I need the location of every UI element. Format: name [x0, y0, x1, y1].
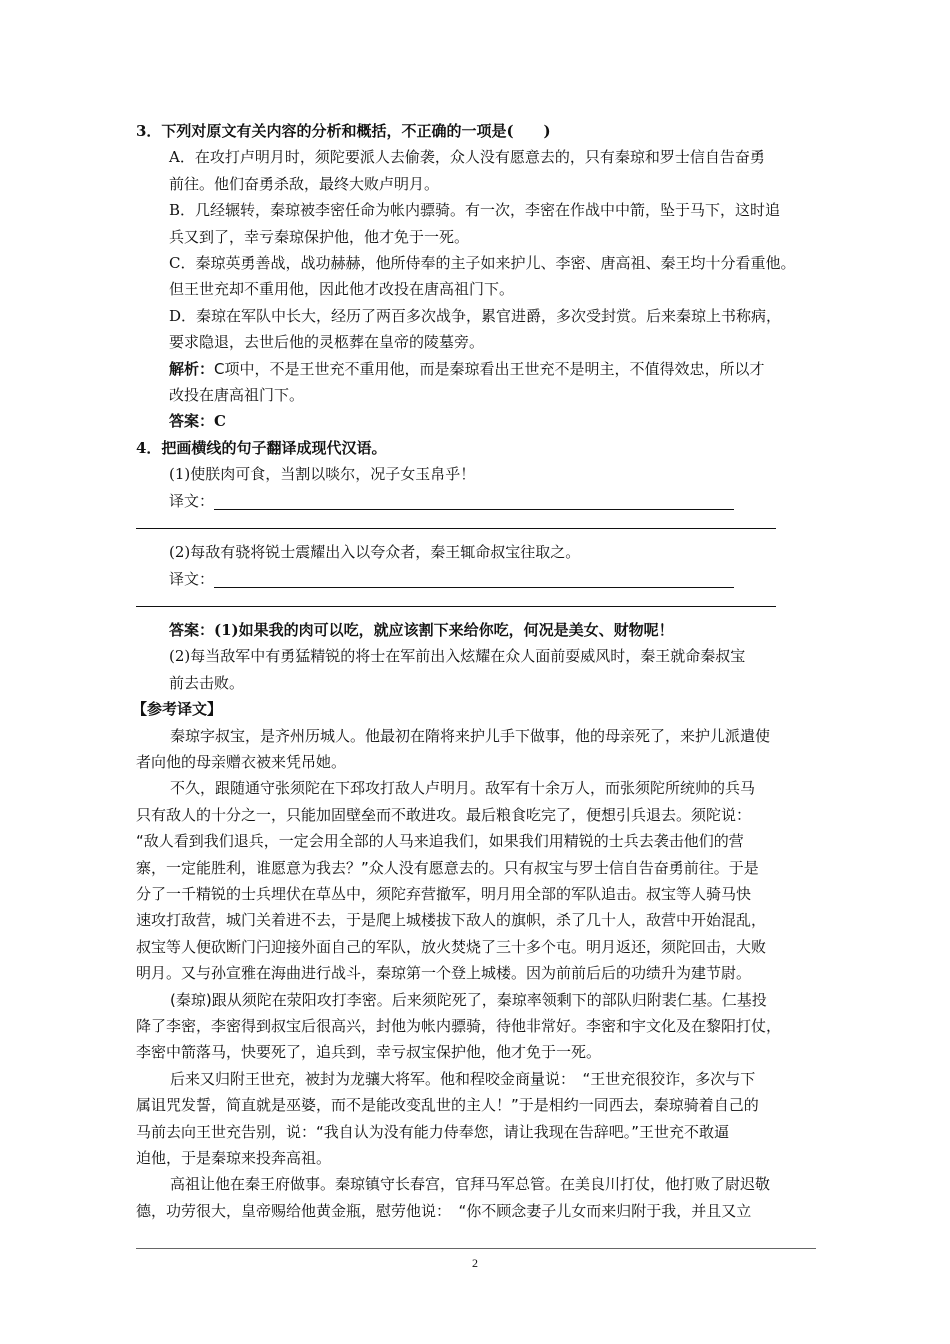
question-4-answer-2b: 前去击败。 [169, 673, 245, 692]
reference-body [136, 723, 816, 1225]
ref-p5-b: 德，功劳很大，皇帝赐给他黄金瓶，慰劳他说： “你不顾念妻子儿女而来归附于我，并且又立 [136, 1201, 752, 1220]
ref-p1-b: 者向他的母亲赠衣被来凭吊她。 [136, 752, 347, 771]
analysis-line2: 改投在唐高祖门下。 [169, 386, 305, 405]
analysis-text: C项中，不是王世充不重用他，而是秦琼看出王世充不是明主，不值得效忠，所以才 [214, 359, 765, 378]
option-a-line2: 前往。他们奋勇杀敌，最终大败卢明月。 [169, 174, 440, 193]
translation-row-1 [136, 488, 816, 514]
analysis-label: 解析： [169, 359, 215, 378]
sentence-1: (1)使朕肉可食，当割以啖尔，况子女玉帛乎！ [169, 465, 476, 484]
ref-p1-a: 秦琼字叔宝，是齐州历城人。他最初在隋将来护儿手下做事，他的母亲死了，来护儿派遣使 [170, 726, 771, 745]
reference-heading: 【参考译文】 [132, 700, 223, 719]
ref-p4-c: 马前去向王世充告别，说：“我自认为没有能力侍奉您，请让我现在告辞吧。”王世充不敢逼 [136, 1122, 730, 1141]
translation-blank-1b[interactable] [136, 514, 776, 529]
ref-p2-a: 不久，跟随通守张须陀在下邳攻打敌人卢明月。敌军有十余万人，而张须陀所统帅的兵马 [170, 779, 756, 798]
ref-p4-d: 迫他，于是秦琼来投奔高祖。 [136, 1149, 332, 1168]
ref-p5-a: 高祖让他在秦王府做事。秦琼镇守长春宫，官拜马军总管。在美良川打仗，他打败了尉迟敬 [170, 1175, 771, 1194]
page-number: 2 [472, 1256, 478, 1270]
translation-label-1: 译文： [169, 491, 215, 510]
sentence-2: (2)每敌有骁将锐士震耀出入以夸众者，秦王辄命叔宝往取之。 [169, 543, 581, 562]
ref-p4-b: 属诅咒发誓，简直就是巫婆，而不是能改变乱世的主人！”于是相约一同西去，秦琼骑着自己的 [136, 1096, 759, 1115]
question-3-stem: 3．下列对原文有关内容的分析和概括，不正确的一项是( ) [136, 122, 551, 140]
option-c-line1: C．秦琼英勇善战，战功赫赫，他所侍奉的主子如来护儿、李密、唐高祖、秦王均十分看重他。 [169, 254, 796, 273]
translation-blank-1[interactable] [214, 494, 734, 510]
question-4-answer-1: 答案：(1)如果我的肉可以吃，就应该割下来给你吃，何况是美女、财物呢！ [169, 620, 674, 639]
translation-row-2 [136, 566, 816, 592]
ref-p3-c: 李密中箭落马，快要死了，追兵到，幸亏叔宝保护他，他才免于一死。 [136, 1043, 602, 1062]
question-4-answer-2a: (2)每当敌军中有勇猛精锐的将士在军前出入炫耀在众人面前耍威风时，秦王就命秦叔宝 [169, 647, 746, 666]
analysis-line1 [136, 356, 816, 382]
translation-blank-2[interactable] [214, 572, 734, 588]
ref-p2-c: “敌人看到我们退兵，一定会用全部的人马来追我们，如果我们用精锐的士兵去袭击他们的营 [136, 832, 744, 851]
translation-label-2: 译文： [169, 569, 215, 588]
footer-divider [136, 1248, 816, 1249]
ref-p2-e: 分了一千精锐的士兵埋伏在草丛中，须陀弃营撤军，明月用全部的军队追击。叔宝等人骑马快 [136, 884, 752, 903]
option-a-line1: A．在攻打卢明月时，须陀要派人去偷袭，众人没有愿意去的，只有秦琼和罗士信自告奋勇 [169, 148, 765, 167]
option-d-line1: D．秦琼在军队中长大，经历了两百多次战争，累官进爵，多次受封赏。后来秦琼上书称病， [169, 306, 782, 325]
ref-p2-b: 只有敌人的十分之一，只能加固壁垒而不敢进攻。最后粮食吃完了，便想引兵退去。须陀说： [136, 805, 752, 824]
option-b-line2: 兵又到了，幸亏秦琼保护他，他才免于一死。 [169, 227, 470, 246]
ref-p2-f: 速攻打敌营，城门关着进不去，于是爬上城楼拔下敌人的旗帜，杀了几十人，敌营中开始混乱， [136, 911, 767, 930]
ref-p2-g: 叔宝等人便砍断门闩迎接外面自己的军队，放火焚烧了三十多个屯。明月返还，须陀回击，大败 [136, 937, 767, 956]
option-b-line1: B．几经辗转，秦琼被李密任命为帐内骠骑。有一次，李密在作战中中箭，坠于马下，这时追 [169, 201, 781, 220]
option-c-line2: 但王世充却不重用他，因此他才改投在唐高祖门下。 [169, 280, 515, 299]
question-3-answer: 答案：C [169, 412, 226, 431]
ref-p3-a: (秦琼)跟从须陀在荥阳攻打李密。后来须陀死了，秦琼率领剩下的部队归附裴仁基。仁基投 [170, 990, 767, 1009]
ref-p2-h: 明月。又与孙宣雅在海曲进行战斗，秦琼第一个登上城楼。因为前前后后的功绩升为建节尉。 [136, 964, 752, 983]
ref-p4-a: 后来又归附王世充，被封为龙骧大将军。他和程咬金商量说： “王世充很狡诈，多次与下 [170, 1069, 756, 1088]
ref-p2-d: 寨，一定能胜利，谁愿意为我去？”众人没有愿意去的。只有叔宝与罗士信自告奋勇前往。于是 [136, 858, 759, 877]
translation-blank-2b[interactable] [136, 592, 776, 607]
ref-p3-b: 降了李密，李密得到叔宝后很高兴，封他为帐内骠骑，待他非常好。李密和宇文化及在黎阳打仗， [136, 1017, 782, 1035]
question-4-stem: 4．把画横线的句子翻译成现代汉语。 [136, 438, 387, 457]
page-content [132, 118, 816, 1224]
option-d-line2: 要求隐退，去世后他的灵柩葬在皇帝的陵墓旁。 [169, 333, 485, 352]
